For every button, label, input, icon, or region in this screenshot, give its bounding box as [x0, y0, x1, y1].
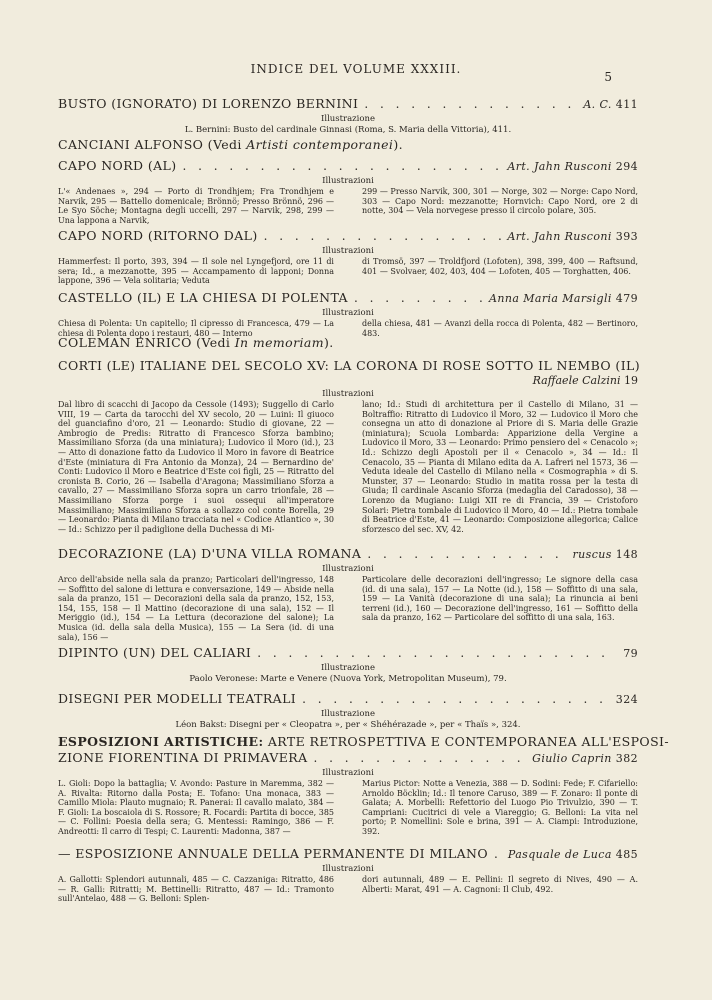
page-header: INDICE DEL VOLUME XXXIII. — [250, 62, 462, 76]
entry-title-italic: Artisti contemporanei — [246, 137, 394, 152]
illustrations-left: L'« Andenaes », 294 — Porto di Trondhjem; Fra Trondhjem e Narvik, 295 — Battello domenicale; Brönnö; Presso Brönnö, 296 — Le Syo Söche; Montagna degli uccelli, 297 — Narvik, 298, 299 — Una lappona a Narvik, — [58, 187, 334, 225]
entry-title: — ESPOSIZIONE ANNUALE DELLA PERMANENTE DI MILANO — [58, 846, 489, 861]
illustration-label: Illustrazioni — [322, 564, 374, 574]
illustration-label: Illustrazione — [321, 663, 375, 673]
illustrations-right: dori autunnali, 489 — E. Pellini: Il segreto di Nives, 490 — A. Alberti: Marat, 491 — A. Cagnoni: Il Club, 492. — [362, 875, 638, 894]
entry-title: CANCIANI ALFONSO (Vedi — [58, 137, 247, 152]
entry-page: 19 — [624, 374, 638, 387]
index-entry — [58, 158, 638, 225]
index-entry — [58, 546, 638, 642]
entry-author: ruscus — [572, 548, 612, 561]
entry-title-italic: In memoriam — [234, 335, 324, 350]
entry-page: 294 — [615, 160, 638, 173]
index-entry — [58, 691, 638, 731]
index-entry — [58, 358, 641, 534]
entry-title-bold: ESPOSIZIONI ARTISTICHE: — [58, 734, 264, 749]
illustration-text: L. Bernini: Busto del cardinale Ginnasi (Roma, S. Maria della Vittoria), 411. — [184, 125, 512, 135]
illustration-text: Paolo Veronese: Marte e Venere (Nuova York, Metropolitan Museum), 79. — [189, 674, 507, 684]
illustrations-left: Arco dell'abside nella sala da pranzo; Particolari dell'ingresso, 148 — Soffitto del salone di lettura e conversazione, 149 — Abside nella sala da pranzo, 151 — Decorazioni della sala da pranzo, 152, 153, 154, 155, 158 — Il Mattino (decorazione di una sala), 152 — Il Meriggio (id.), 154 — La Lettura (decorazione del salone); La Musica (id. della sala della Musica), 155 — La Sera (id. di una sala), 156 — — [58, 575, 334, 642]
index-entry — [58, 96, 638, 136]
leader-dots — [257, 645, 613, 661]
illustrations-left: A. Gallotti: Splendori autunnali, 485 — C. Cazzaniga: Ritratto, 486 — R. Galli: Ritratti; M. Bettinelli: Ritratto, 487 — Id.: Tramonto sull'Antelao, 488 — G. Belloni: Splen- — [58, 875, 334, 904]
illustrations-right: Particolare delle decorazioni dell'ingresso; Le signore della casa (id. di una sala), 157 — La Notte (id.), 158 — Soffitto di una sala, 159 — La Vanità (decorazione di una sala); La rinuncia ai beni terreni (id.), 160 — Decorazione dell'ingresso, 161 — Soffitto della sala da pranzo, 162 — Particolare del soffitto di una sala, 163. — [362, 575, 638, 623]
illustration-label: Illustrazioni — [322, 864, 374, 874]
illustrations-right: lano; Id.: Studi di architettura per il Castello di Milano, 31 — Boltraffio: Ritratto di Ludovico il Moro, 32 — Ludovico il Moro che consegna un atto di donazione al Priore di S. Maria delle Grazie (miniatura); Scuola Lombarda: Apparizione della Vergine a Ludovico il Moro, 33 — Leonardo: Primo pensiero del « Cenacolo »; Id.: Schizzo degli Apostoli per il « Cenacolo », 34 — Id.: Il Cenacolo, 35 — Pianta di Milano edita da A. Lafreri nel 1573, 36 — Veduta ideale del Castello di Milano nella « Cosmographia » di S. Munster, 37 — Leonardo: Studio in matita rossa per la testa di Giuda; Il cardinale Ascanio Sforza (medaglia del Caradosso), 38 — Lorenzo da Mugiano: Luigi XII re di Francia, 39 — Cristoforo Solari: Pietra tombale di Ludovico il Moro, 40 — Id.: Pietra tombale di Beatrice d'Este, 41 — Leonardo: Composizione allegorica; Calice sforzesco del sec. XV, 42. — [362, 400, 638, 534]
entry-page: 485 — [615, 848, 638, 861]
index-entry — [58, 335, 638, 351]
leader-dots — [364, 96, 577, 112]
index-entry — [58, 645, 638, 685]
leader-dots — [367, 546, 566, 562]
entry-page: 79 — [623, 647, 638, 660]
entry-title-line2: ZIONE FIORENTINA DI PRIMAVERA — [58, 750, 308, 765]
entry-author: A. C. — [583, 98, 612, 111]
illustration-label: Illustrazione — [321, 709, 375, 719]
entry-title-line1: ARTE RETROSPETTIVA E CONTEMPORANEA ALL'ESPOSI- — [263, 734, 669, 749]
entry-author: Anna Maria Marsigli — [489, 292, 612, 305]
illustration-label: Illustrazioni — [322, 389, 374, 399]
entry-author: Art. Jahn Rusconi — [507, 160, 612, 173]
entry-page: 148 — [615, 548, 638, 561]
entry-page: 479 — [615, 292, 638, 305]
entry-title: DISEGNI PER MODELLI TEATRALI — [58, 691, 297, 706]
entry-author: Art. Jahn Rusconi — [507, 230, 612, 243]
leader-dots — [314, 750, 527, 766]
entry-title: COLEMAN ENRICO (Vedi — [58, 335, 235, 350]
entry-title: DIPINTO (UN) DEL CALIARI — [58, 645, 252, 660]
entry-title: CAPO NORD (RITORNO DAL) — [58, 228, 258, 243]
entry-author: Raffaele Calzini — [532, 374, 621, 387]
illustrations-left: Dal libro di scacchi di Jacopo da Cessole (1493); Suggello di Carlo VIII, 19 — Carta da tarocchi del XV secolo, 20 — Luini: Il giuoco del guanciafino d'oro, 21 — Leonardo: Studio di giovane, 22 — Ambrogio de Predis: Ritratto di Francesco Sforza bambino; Massimiliano Sforza (da una miniatura); Ludovico il Moro (id.), 23 — Atto di donazione fatto da Ludovico il Moro in favore di Beatrice d'Este (miniatura di Fra Antonio da Monza), 24 — Bernardino de' Conti: Ludovico il Moro e Beatrice d'Este coi figli, 25 — Ritratto del cronista B. Corio, 26 — Isabella d'Aragona; Massimiliano Sforza a cavallo, 27 — Massimiliano Sforza sopra un carro trionfale, 28 — Massimiliano Sforza porge i suoi ossequi all'imperatore Massimiliano; Massimiliano Sforza a sollazzo col conte Borella, 29 — Leonardo: Pianta di Milano tracciata nel « Codice Atlantico », 30 — Id.: Schizzo per il padiglione della Duchessa di Mi- — [58, 400, 334, 534]
index-entry — [58, 846, 638, 904]
illustrations-right: Marius Pictor: Notte a Venezia, 388 — D. Sodini: Fede; F. Cifariello: Arnoldo Böcklin; Id.: Il tenore Caruso, 389 — F. Zonaro: Il ponte di Galata; A. Morbelli: Refettorio del Luogo Pio Trivulzio, 390 — T. Campriani: Cucitrici di vele a Viareggio; G. Belloni: La vita nel porto; P. Nomellini: Sole e brina, 391 — A. Ciampi: Introduzione, 392. — [362, 779, 638, 836]
leader-dots — [354, 290, 483, 306]
entry-title: BUSTO (IGNORATO) DI LORENZO BERNINI — [58, 96, 359, 111]
leader-dots — [302, 691, 606, 707]
page-number: 5 — [604, 70, 612, 84]
illustrations-left: L. Gioli: Dopo la battaglia; V. Avondo: Pasture in Maremma, 382 — A. Rivalta: Ritorno dalla Posta; E. Tofano: Una monaca, 383 — Camillo Miola: Plauto mugnaio; R. Panerai: Il cavallo malato, 384 — F. Gioli: La boscaiola di S. Rossore; R. Focardi: Partita di bocce, 385 — C. Follini: Poesia della sera; G. Mentessi: Ramingo, 386 — F. Andreotti: Il carro di Tespi; C. Laurenti: Madonna, 387 — — [58, 779, 335, 836]
entry-title: DECORAZIONE (LA) D'UNA VILLA ROMANA — [58, 546, 362, 561]
entry-page: 324 — [615, 693, 638, 706]
entry-title: CAPO NORD (AL) — [58, 158, 177, 173]
illustration-text: Léon Bakst: Disegni per « Cleopatra », per « Shéhérazade », per « Thaïs », 324. — [175, 720, 521, 730]
illustrations-left: Chiesa di Polenta: Un capitello; Il cipresso di Francesca, 479 — La chiesa di Polenta dopo i restauri, 480 — Interno — [58, 319, 334, 338]
illustration-label: Illustrazione — [321, 114, 375, 124]
index-entry — [58, 137, 638, 153]
leader-dots — [264, 228, 502, 244]
entry-title-tail: ). — [393, 137, 403, 152]
entry-title: CASTELLO (IL) E LA CHIESA DI POLENTA — [58, 290, 348, 305]
illustration-label: Illustrazioni — [322, 768, 374, 778]
illustration-label: Illustrazioni — [322, 308, 374, 318]
entry-title-tail: ). — [323, 335, 334, 350]
illustrations-right: della chiesa, 481 — Avanzi della rocca di Polenta, 482 — Bertinoro, 483. — [362, 319, 638, 338]
index-entry — [58, 290, 638, 338]
illustrations-right: 299 — Presso Narvik, 300, 301 — Norge, 302 — Norge: Capo Nord, 303 — Capo Nord: mezzanotte; Hornvich: Capo Nord, ore 2 di notte, 304 — Vela norvegese presso il circolo polare, 305. — [362, 187, 638, 216]
entry-author: Giulio Caprin — [532, 752, 612, 765]
index-entry — [58, 228, 638, 286]
illustrations-right: di Tromsö, 397 — Troldfjord (Lofoten), 398, 399, 400 — Raftsund, 401 — Svolvaer, 402, 403, 404 — Lofoten, 405 — Torghatten, 406. — [362, 257, 638, 276]
entry-page: 393 — [615, 230, 638, 243]
illustration-label: Illustrazioni — [322, 246, 374, 256]
leader-dots — [494, 846, 502, 862]
entry-page: 382 — [615, 752, 638, 765]
entry-author: Pasquale de Luca — [507, 848, 612, 861]
illustrations-left: Hammerfest: Il porto, 393, 394 — Il sole nel Lyngefjord, ore 11 di sera; Id., a mezzanotte, 395 — Accampamento di lapponi; Donna lappone, 396 — Vela solitaria; Veduta — [58, 257, 334, 286]
index-entry — [58, 734, 669, 837]
entry-page: 411 — [615, 98, 638, 111]
leader-dots — [183, 158, 502, 174]
illustration-label: Illustrazioni — [322, 176, 374, 186]
entry-title: CORTI (LE) ITALIANE DEL SECOLO XV: LA CORONA DI ROSE SOTTO IL NEMBO (IL) — [58, 358, 641, 373]
